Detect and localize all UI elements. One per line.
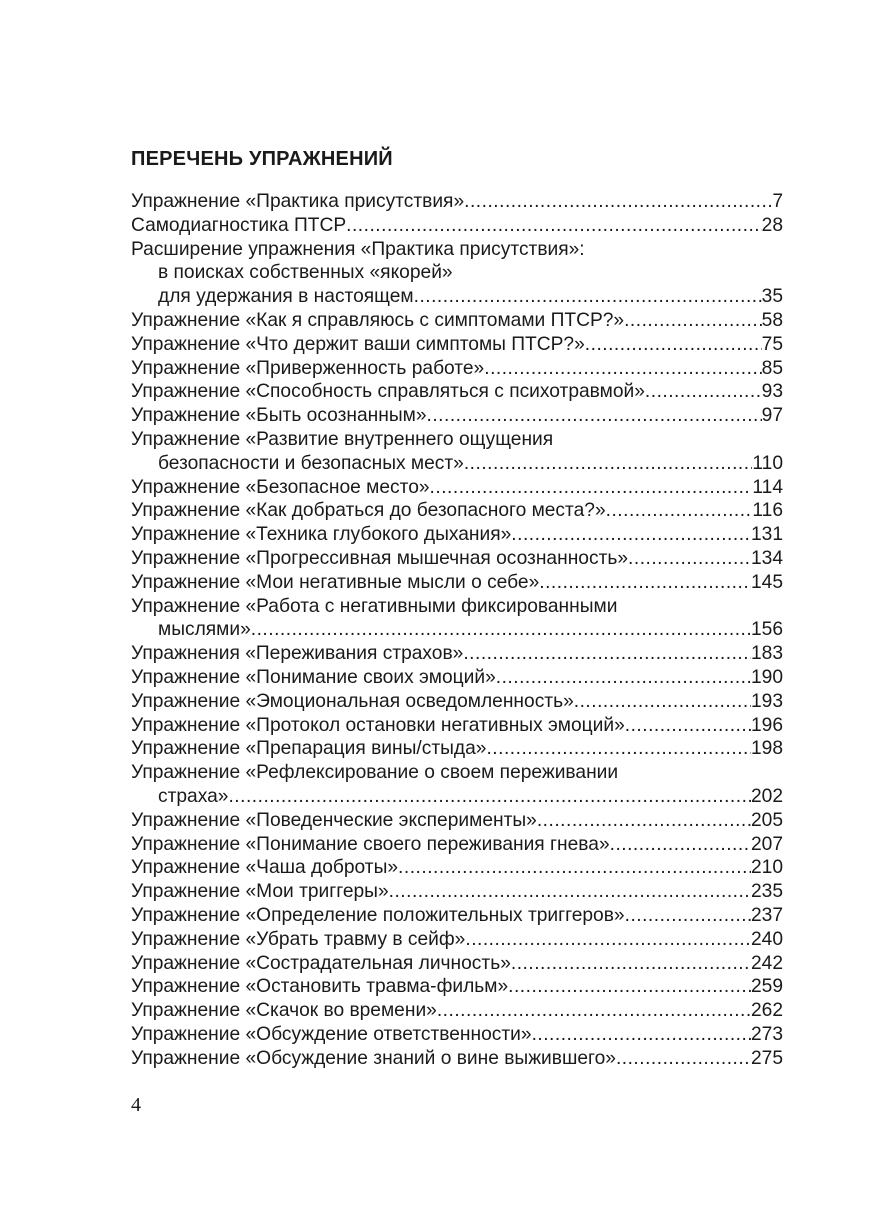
toc-entry-page: 35 — [761, 286, 783, 308]
toc-entry-page: 85 — [761, 357, 783, 379]
toc-entry-line — [131, 714, 783, 738]
toc-entry-line — [131, 785, 783, 809]
toc-entry-line — [131, 833, 783, 857]
toc-entry — [131, 999, 783, 1023]
toc-entry-title: Упражнения «Переживания страхов» — [131, 643, 464, 665]
dot-leader — [464, 452, 753, 476]
toc-entry-line — [131, 285, 783, 309]
toc-entry — [131, 1047, 783, 1071]
toc-entry-page: 235 — [750, 881, 783, 903]
toc-entry-line — [131, 666, 783, 690]
toc-entry-title: Упражнение «Обсуждение ответственности» — [131, 1023, 532, 1045]
toc-entry-page: 210 — [750, 857, 783, 879]
toc-entry-line — [131, 880, 783, 904]
toc-entry-line — [131, 309, 783, 333]
toc-entry-page: 242 — [750, 952, 783, 974]
toc-entry — [131, 357, 783, 381]
dot-leader — [645, 380, 762, 404]
toc-entry-line — [131, 999, 783, 1023]
toc-entry-title: Упражнение «Эмоциональная осведомленность» — [131, 690, 574, 712]
dot-leader — [610, 833, 751, 857]
toc-entry-title: Упражнение «Скачок во времени» — [131, 1000, 437, 1022]
toc-entry-title: Расширение упражнения «Практика присутствия»: — [131, 238, 585, 260]
dot-leader — [537, 809, 751, 833]
toc-entry-title: Упражнение «Поведенческие эксперименты» — [131, 809, 537, 831]
toc-entry-page: 131 — [750, 524, 783, 546]
toc-entry-page: 145 — [750, 571, 783, 593]
toc-entry — [131, 476, 783, 500]
toc-entry-title: для удержания в настоящем — [158, 286, 414, 308]
toc-entry — [131, 1023, 783, 1047]
toc-entry-title: Упражнение «Безопасное место» — [131, 476, 430, 498]
toc-entry-line — [131, 547, 783, 571]
toc-entry-page: 259 — [750, 976, 783, 998]
toc-entry — [131, 595, 783, 643]
toc-entry — [131, 833, 783, 857]
dot-leader — [625, 714, 751, 738]
toc-entry-line — [131, 952, 783, 976]
toc-entry-title: Упражнение «Сострадательная личность» — [131, 952, 511, 974]
toc-entry-line — [131, 238, 783, 262]
toc-entry — [131, 309, 783, 333]
toc-entry-line — [131, 357, 783, 381]
toc-entry-page: 207 — [750, 833, 783, 855]
toc-entry-page: 134 — [750, 547, 783, 569]
toc-entry-line — [131, 214, 783, 238]
dot-leader — [532, 1023, 751, 1047]
dot-leader — [437, 999, 751, 1023]
toc-entry-page: 205 — [750, 809, 783, 831]
toc-entry-title: Упражнение «Понимание своего переживания гнева» — [131, 833, 610, 855]
toc-entry-line — [131, 404, 783, 428]
toc-entry — [131, 571, 783, 595]
dot-leader — [508, 975, 751, 999]
toc-entry — [131, 904, 783, 928]
dot-leader — [228, 785, 751, 809]
toc-entry-title: Упражнение «Быть осознанным» — [131, 405, 427, 427]
toc-entry — [131, 333, 783, 357]
dot-leader — [616, 1047, 751, 1071]
toc-entry-line — [131, 452, 783, 476]
dot-leader — [465, 928, 751, 952]
toc-entry-title: Упражнение «Мои триггеры» — [131, 881, 389, 903]
toc-entry — [131, 238, 783, 309]
toc-entry-title: Упражнение «Способность справляться с психотравмой» — [131, 381, 645, 403]
toc-entry-line — [131, 333, 783, 357]
toc-entry — [131, 666, 783, 690]
toc-entry-line — [131, 523, 783, 547]
toc-entry-page: 240 — [750, 928, 783, 950]
toc-entry — [131, 642, 783, 666]
toc-entry-title: Упражнение «Обсуждение знаний о вине выжившего» — [131, 1047, 616, 1069]
dot-leader — [628, 547, 751, 571]
toc-entry-line — [131, 618, 783, 642]
toc-entry — [131, 952, 783, 976]
toc-entry-line — [131, 428, 783, 452]
toc-entry — [131, 737, 783, 761]
toc-entry-line — [131, 856, 783, 880]
toc-entry-page: 202 — [750, 785, 783, 807]
toc-entry-line — [131, 476, 783, 500]
dot-leader — [251, 618, 751, 642]
toc-entry — [131, 428, 783, 476]
page-title: ПЕРЕЧЕНЬ УПРАЖНЕНИЙ — [131, 148, 393, 170]
toc-entry-title: Упражнение «Как добраться до безопасного места?» — [131, 500, 606, 522]
toc-entry-line — [131, 761, 783, 785]
toc-entry-page: 116 — [752, 500, 783, 522]
toc-entry-title: Упражнение «Работа с негативными фиксированными — [131, 595, 618, 617]
toc-entry-page: 190 — [750, 666, 783, 688]
toc-entry-page: 114 — [752, 476, 783, 498]
toc-entry-title: Самодиагностика ПТСР — [131, 214, 347, 236]
toc-entry-page: 156 — [750, 619, 783, 641]
toc-entry-line — [131, 1023, 783, 1047]
toc-entry-page: 97 — [761, 405, 783, 427]
toc-entry — [131, 714, 783, 738]
dot-leader — [606, 499, 753, 523]
toc-entry-page: 7 — [772, 191, 783, 212]
toc-entry — [131, 975, 783, 999]
toc-entry-line — [131, 571, 783, 595]
toc-entry-line — [131, 261, 783, 285]
toc-entry-page: 196 — [750, 714, 783, 736]
dot-leader — [496, 666, 751, 690]
toc-entry-title: Упражнение «Прогрессивная мышечная осознанность» — [131, 547, 629, 569]
toc-entry — [131, 809, 783, 833]
toc-entry — [131, 690, 783, 714]
toc-entry-page: 93 — [761, 381, 783, 403]
dot-leader — [389, 880, 751, 904]
dot-leader — [625, 904, 751, 928]
toc-entry-page: 275 — [750, 1047, 783, 1069]
toc-entry-page: 193 — [750, 690, 783, 712]
toc-entry-line — [131, 1047, 783, 1071]
toc-entry-title: Упражнение «Определение положительных триггеров» — [131, 904, 625, 926]
toc-entry-page: 28 — [761, 214, 783, 236]
toc-entry — [131, 404, 783, 428]
dot-leader — [464, 190, 772, 214]
toc-entry-line — [131, 499, 783, 523]
toc-entry-page: 273 — [750, 1023, 783, 1045]
dot-leader — [539, 571, 751, 595]
dot-leader — [486, 737, 751, 761]
toc-entry-line — [131, 690, 783, 714]
toc-entry-title: Упражнение «Протокол остановки негативных эмоций» — [131, 714, 625, 736]
dot-leader — [463, 642, 751, 666]
toc-entry-line — [131, 595, 783, 619]
dot-leader — [414, 285, 762, 309]
dot-leader — [430, 476, 753, 500]
toc-entry-title: Упражнение «Препарация вины/стыда» — [131, 738, 487, 760]
dot-leader — [624, 309, 762, 333]
toc-entry-line — [131, 928, 783, 952]
toc-entry — [131, 214, 783, 238]
toc-entry-title: Упражнение «Понимание своих эмоций» — [131, 666, 496, 688]
toc-entry — [131, 523, 783, 547]
toc-entry — [131, 928, 783, 952]
toc-entry-title: Упражнение «Как я справляюсь с симптомами ПТСР?» — [131, 309, 625, 331]
toc-entry-line — [131, 190, 783, 214]
toc-entry — [131, 547, 783, 571]
dot-leader — [511, 523, 751, 547]
toc-entry-line — [131, 975, 783, 999]
toc-entry — [131, 761, 783, 809]
toc-entry — [131, 856, 783, 880]
toc-entry-title: Упражнение «Практика присутствия» — [131, 191, 465, 212]
toc-entry-line — [131, 380, 783, 404]
toc-entry-line — [131, 642, 783, 666]
toc-entry — [131, 499, 783, 523]
toc-entry-title: страха» — [158, 785, 229, 807]
dot-leader — [574, 690, 751, 714]
toc-entry-title: Упражнение «Развитие внутреннего ощущения — [131, 428, 554, 450]
toc-entry-line — [131, 904, 783, 928]
toc-entry-title: мыслями» — [158, 619, 251, 641]
toc-entry — [131, 190, 783, 214]
toc-entry-page: 237 — [750, 904, 783, 926]
page-number: 4 — [131, 1094, 141, 1116]
toc-entry-title: Упражнение «Рефлексирование о своем переживании — [131, 762, 619, 784]
toc-entry — [131, 380, 783, 404]
toc-entry-title: Упражнение «Приверженность работе» — [131, 357, 485, 379]
toc-entry-title: в поисках собственных «якорей» — [158, 262, 453, 284]
dot-leader — [427, 404, 762, 428]
dot-leader — [585, 333, 762, 357]
toc-entry-line — [131, 809, 783, 833]
toc-entry-title: Упражнение «Что держит ваши симптомы ПТСР?» — [131, 333, 585, 355]
toc-entry-page: 58 — [761, 309, 783, 331]
toc-entry-title: Упражнение «Остановить травма-фильм» — [131, 976, 509, 998]
toc-entry-page: 75 — [761, 333, 783, 355]
toc-entry-page: 110 — [752, 452, 783, 474]
dot-leader — [511, 952, 751, 976]
toc-entry-title: Упражнение «Чаша доброты» — [131, 857, 399, 879]
toc-entry-line — [131, 737, 783, 761]
toc-entry-title: Упражнение «Техника глубокого дыхания» — [131, 524, 512, 546]
toc-entry-title: Упражнение «Убрать травму в сейф» — [131, 928, 466, 950]
toc-entry-page: 183 — [750, 643, 783, 665]
toc-entry — [131, 880, 783, 904]
toc-entry-title: Упражнение «Мои негативные мысли о себе» — [131, 571, 540, 593]
table-of-contents — [131, 190, 783, 1070]
toc-entry-title: безопасности и безопасных мест» — [158, 452, 464, 474]
dot-leader — [484, 357, 761, 381]
toc-entry-page: 262 — [750, 1000, 783, 1022]
toc-entry-page: 198 — [750, 738, 783, 760]
dot-leader — [398, 856, 751, 880]
dot-leader — [346, 214, 762, 238]
